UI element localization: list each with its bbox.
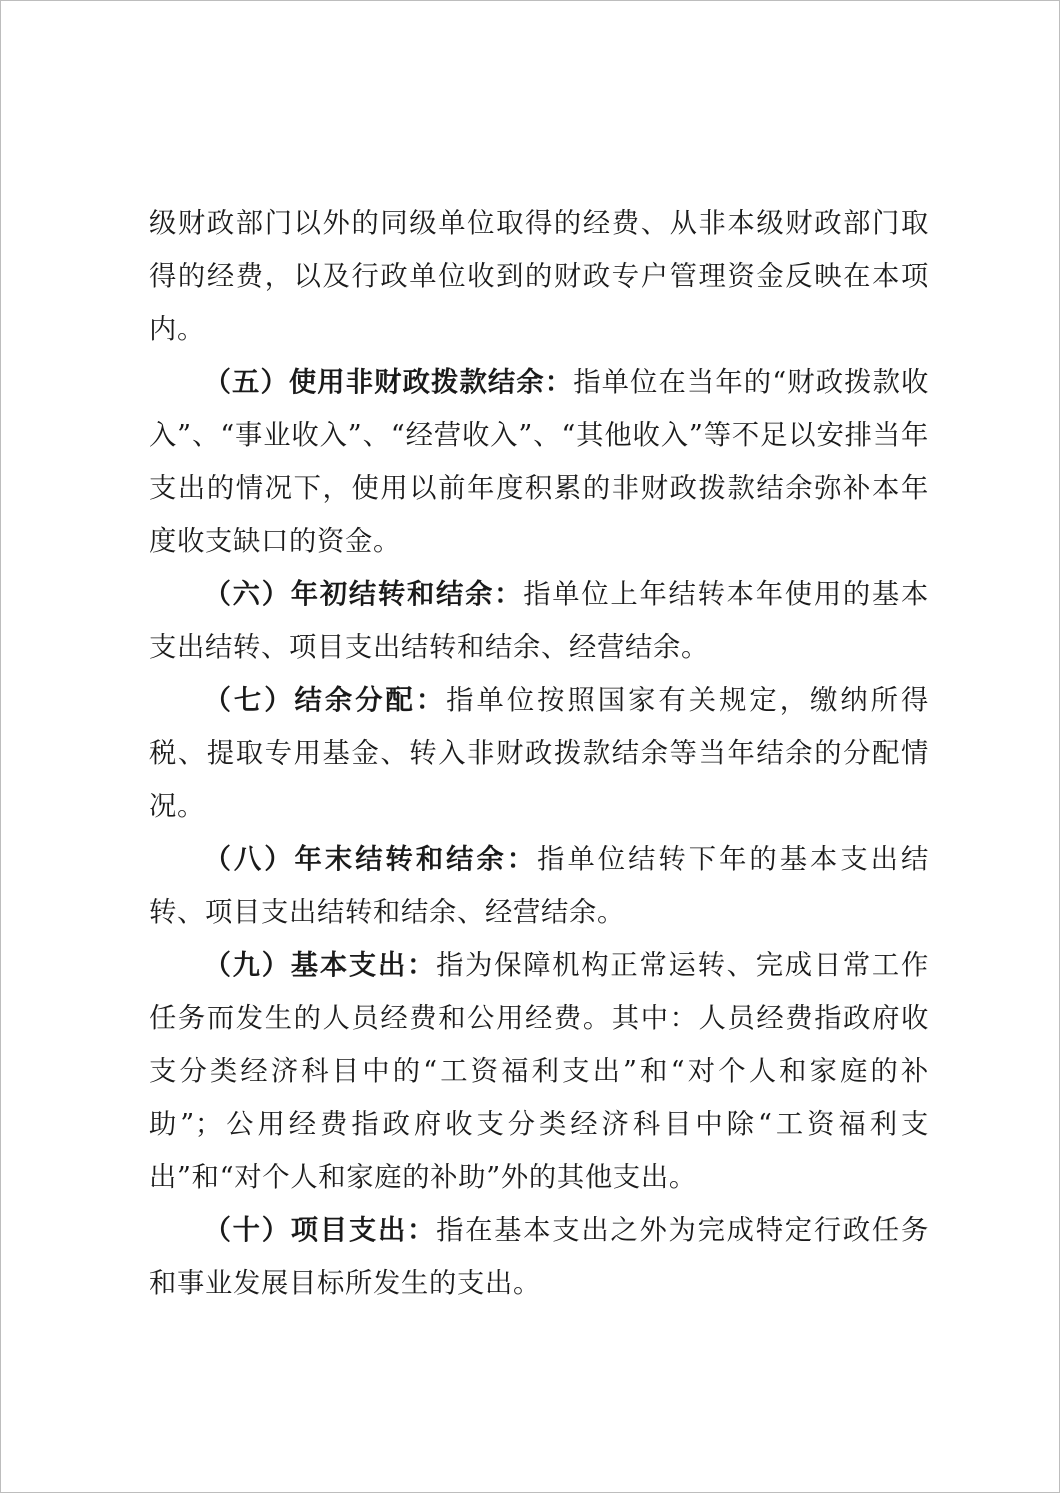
paragraph-term: （九）基本支出： (203, 950, 437, 981)
paragraph-continuation (149, 197, 929, 356)
paragraph-term: （五）使用非财政拨款结余： (203, 367, 574, 398)
paragraph-item-7 (149, 674, 929, 833)
paragraph-term: （六）年初结转和结余： (203, 579, 524, 610)
paragraph-text: 级财政部门以外的同级单位取得的经费、从非本级财政部门取得的经费，以及行政单位收到的财政专户管理资金反映在本项内。 (149, 208, 929, 345)
paragraph-text: 指单位上年结转本年使用的基本支出结转、项目支出结转和结余、经营结余。 (149, 579, 929, 663)
paragraph-item-8 (149, 833, 929, 939)
document-body (149, 197, 929, 1310)
paragraph-item-9 (149, 939, 929, 1204)
paragraph-item-5 (149, 356, 929, 568)
paragraph-text: 指单位在当年的“财政拨款收入”、“事业收入”、“经营收入”、“其他收入”等不足以安排当年支出的情况下，使用以前年度积累的非财政拨款结余弥补本年度收支缺口的资金。 (149, 367, 929, 557)
paragraph-term: （八）年末结转和结余： (203, 844, 538, 875)
paragraph-text: 指单位结转下年的基本支出结转、项目支出结转和结余、经营结余。 (149, 844, 929, 928)
paragraph-term: （十）项目支出： (203, 1215, 437, 1246)
paragraph-text: 指为保障机构正常运转、完成日常工作任务而发生的人员经费和公用经费。其中：人员经费指政府收支分类经济科目中的“工资福利支出”和“对个人和家庭的补助”；公用经费指政府收支分类经济科目中除“工资福利支出”和“对个人和家庭的补助”外的其他支出。 (149, 950, 929, 1193)
paragraph-item-6 (149, 568, 929, 674)
paragraph-term: （七）结余分配： (203, 685, 447, 716)
paragraph-text: 指在基本支出之外为完成特定行政任务和事业发展目标所发生的支出。 (149, 1215, 929, 1299)
paragraph-text: 指单位按照国家有关规定，缴纳所得税、提取专用基金、转入非财政拨款结余等当年结余的分配情况。 (149, 685, 929, 822)
paragraph-item-10 (149, 1204, 929, 1310)
